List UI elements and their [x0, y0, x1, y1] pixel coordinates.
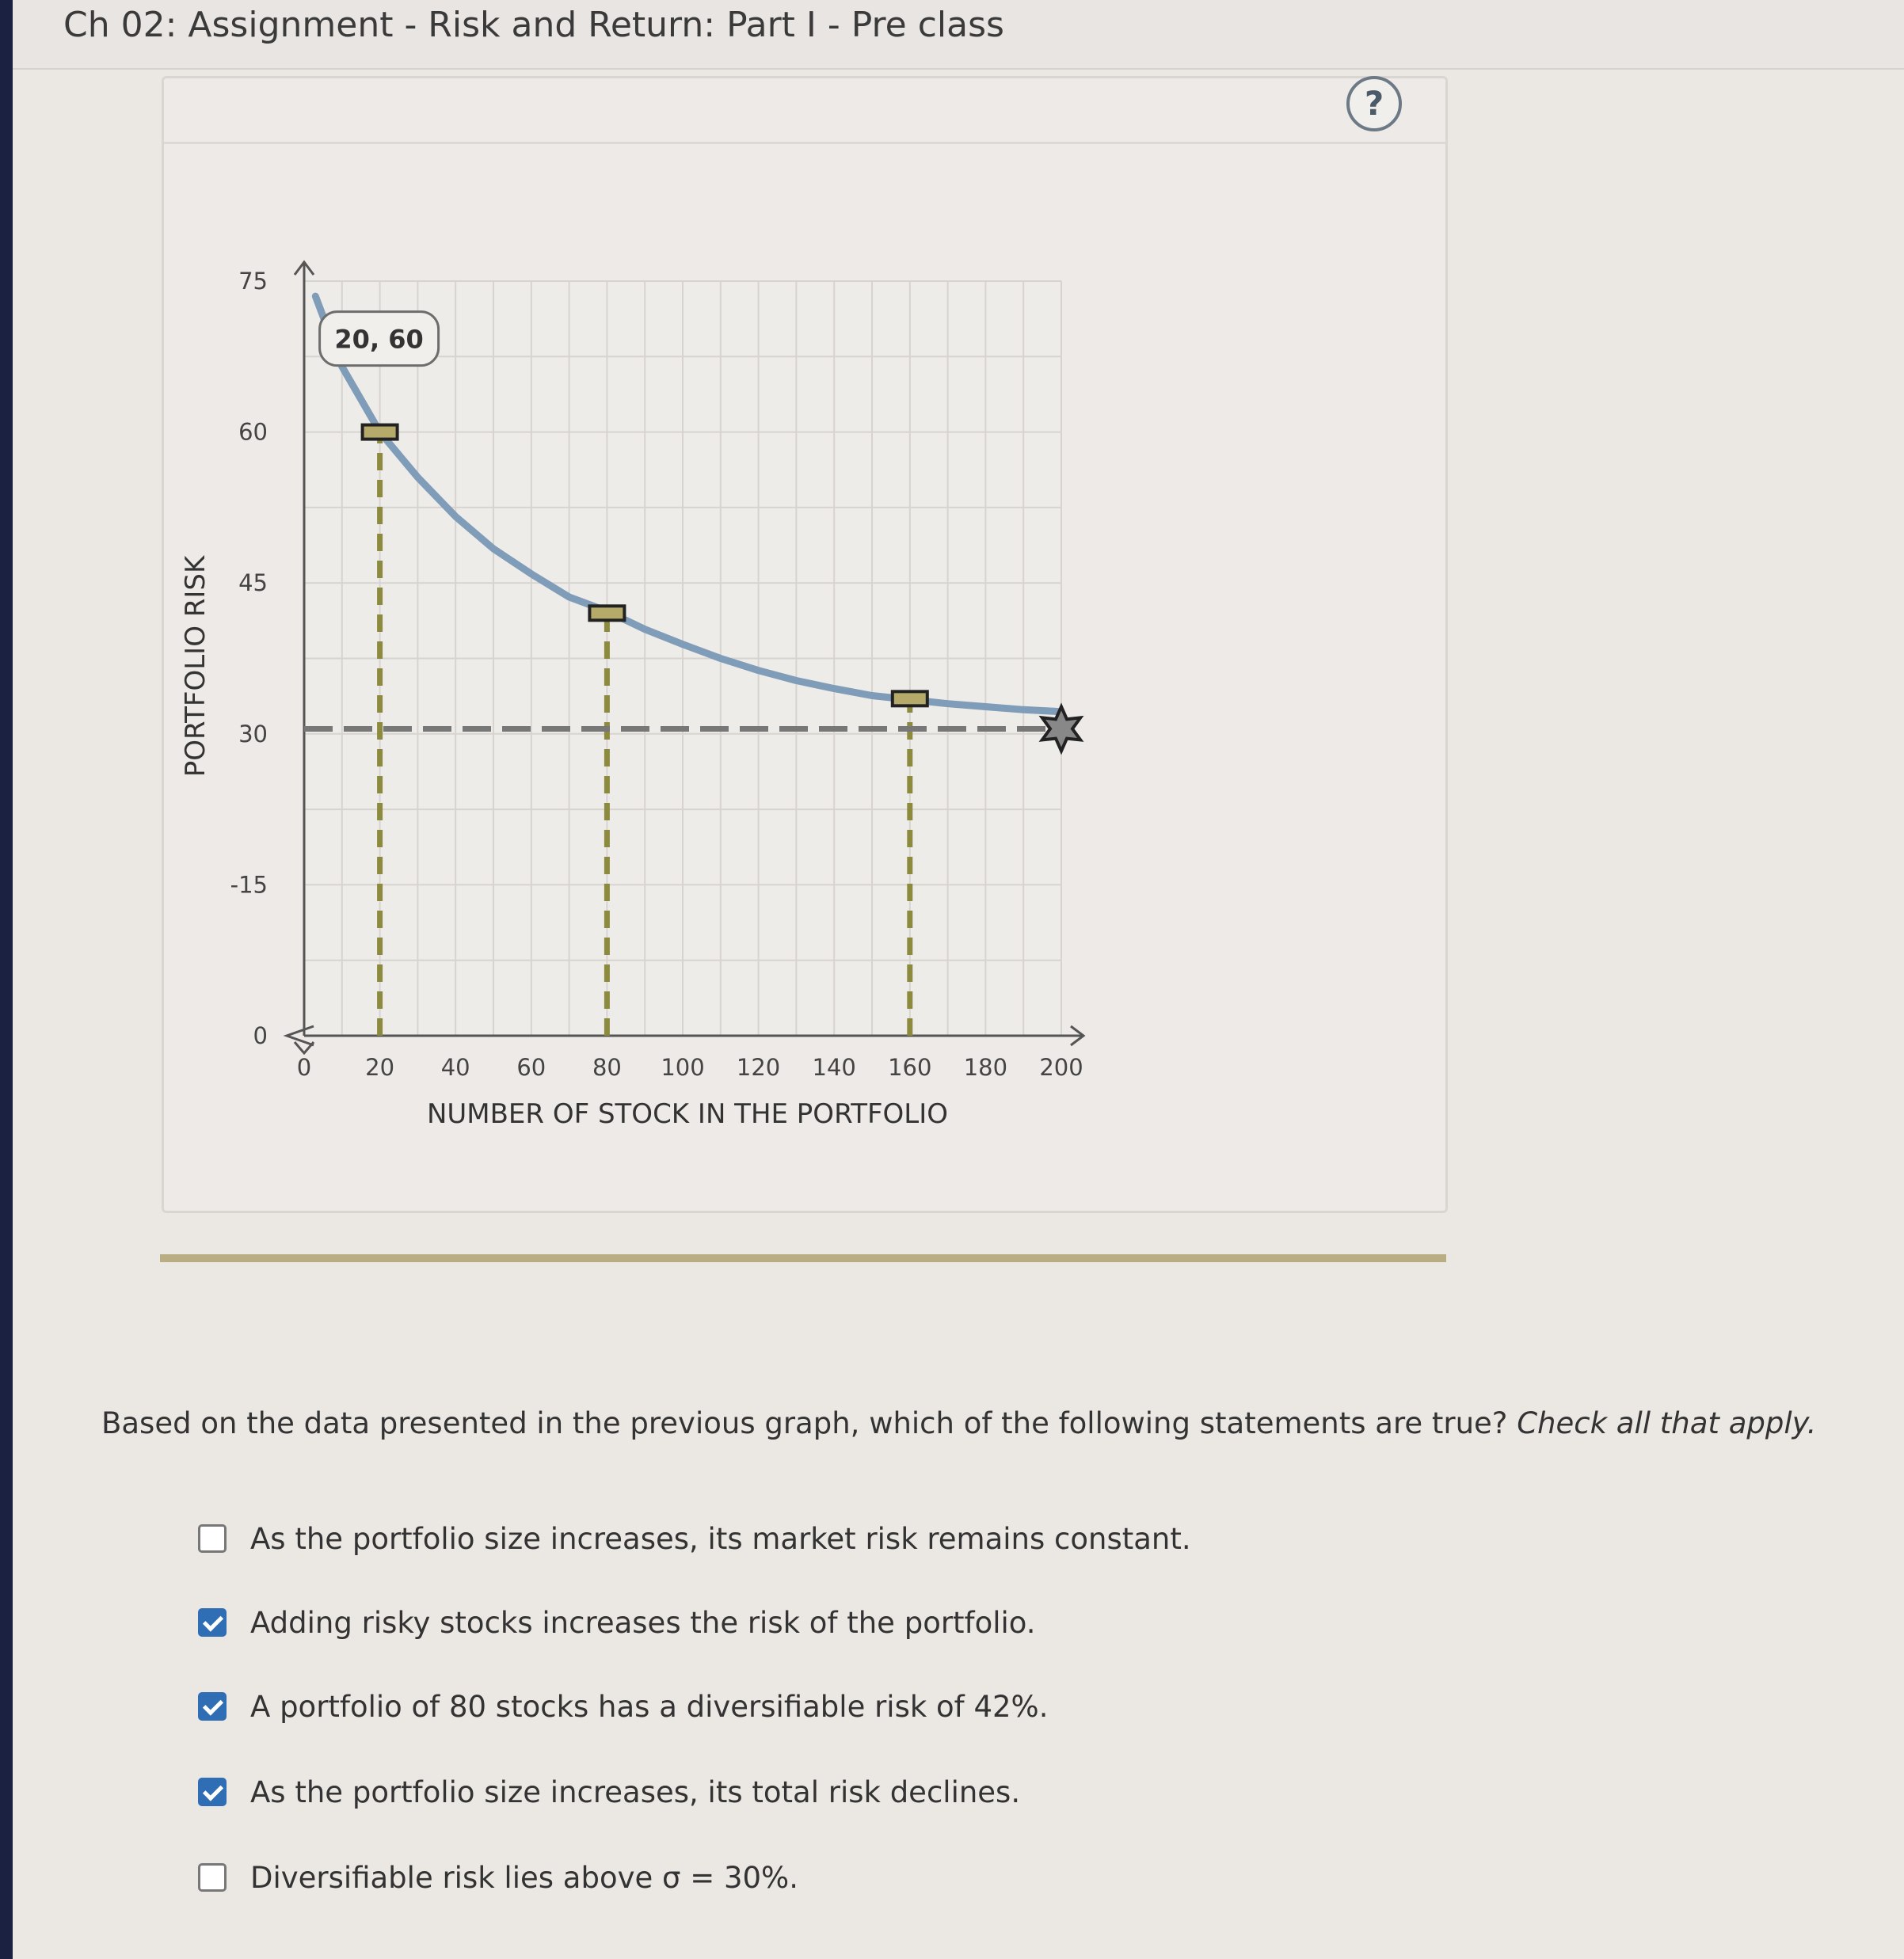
- option-2-label: Adding risky stocks increases the risk of the portfolio.: [250, 1605, 1036, 1640]
- question-instruction: Check all that apply.: [1517, 1406, 1817, 1440]
- y-axis-label: PORTFOLIO RISK: [180, 555, 211, 778]
- option-3-label: A portfolio of 80 stocks has a diversifiable risk of 42%.: [250, 1689, 1049, 1724]
- x-tick-label: 60: [516, 1054, 546, 1081]
- x-tick-label: 200: [1039, 1054, 1083, 1081]
- x-tick-label: 160: [888, 1054, 932, 1081]
- x-tick-label: 80: [592, 1054, 622, 1081]
- question-text: [101, 1406, 1816, 1440]
- option-5-checkbox[interactable]: [198, 1863, 227, 1892]
- curve-point-marker-2[interactable]: [589, 606, 624, 620]
- point-annotation-label: 20, 60: [334, 324, 424, 355]
- option-5[interactable]: [198, 1858, 798, 1897]
- x-tick-label: 140: [812, 1054, 856, 1081]
- option-2[interactable]: [198, 1603, 1036, 1642]
- y-tick-label: 0: [253, 1022, 268, 1049]
- option-3-checkbox[interactable]: [198, 1692, 227, 1721]
- curve-point-marker-1[interactable]: [363, 425, 398, 439]
- y-tick-label: 45: [238, 569, 268, 597]
- help-button[interactable]: ?: [1346, 76, 1402, 131]
- x-axis-label: NUMBER OF STOCK IN THE PORTFOLIO: [426, 1098, 949, 1130]
- option-1-checkbox[interactable]: [198, 1524, 227, 1553]
- y-axis-down-arrow: [295, 1042, 314, 1053]
- curve-point-marker-3[interactable]: [893, 691, 927, 706]
- question-prompt: Based on the data presented in the previous graph, which of the following statements are true?: [101, 1406, 1508, 1440]
- y-tick-label: -15: [230, 871, 268, 899]
- option-2-checkbox[interactable]: [198, 1608, 227, 1637]
- option-4-label: As the portfolio size increases, its total risk declines.: [250, 1775, 1021, 1809]
- option-3[interactable]: [198, 1687, 1048, 1726]
- x-tick-label: 100: [661, 1054, 705, 1081]
- y-tick-label: 60: [238, 418, 268, 446]
- x-tick-label: 180: [963, 1054, 1008, 1081]
- y-tick-label: 75: [238, 268, 268, 295]
- option-4[interactable]: [198, 1772, 1020, 1812]
- graph-divider: [160, 1254, 1446, 1262]
- page-title: Ch 02: Assignment - Risk and Return: Part I - Pre class: [63, 5, 1004, 45]
- option-1-label: As the portfolio size increases, its market risk remains constant.: [250, 1521, 1191, 1556]
- x-tick-label: 0: [296, 1054, 312, 1081]
- x-tick-label: 120: [736, 1054, 781, 1081]
- x-tick-label: 40: [440, 1054, 470, 1081]
- option-1[interactable]: [198, 1519, 1191, 1558]
- option-5-label: Diversifiable risk lies above σ = 30%.: [250, 1860, 798, 1895]
- x-tick-label: 20: [365, 1054, 395, 1081]
- option-4-checkbox[interactable]: [198, 1778, 227, 1806]
- y-tick-label: 30: [238, 720, 268, 747]
